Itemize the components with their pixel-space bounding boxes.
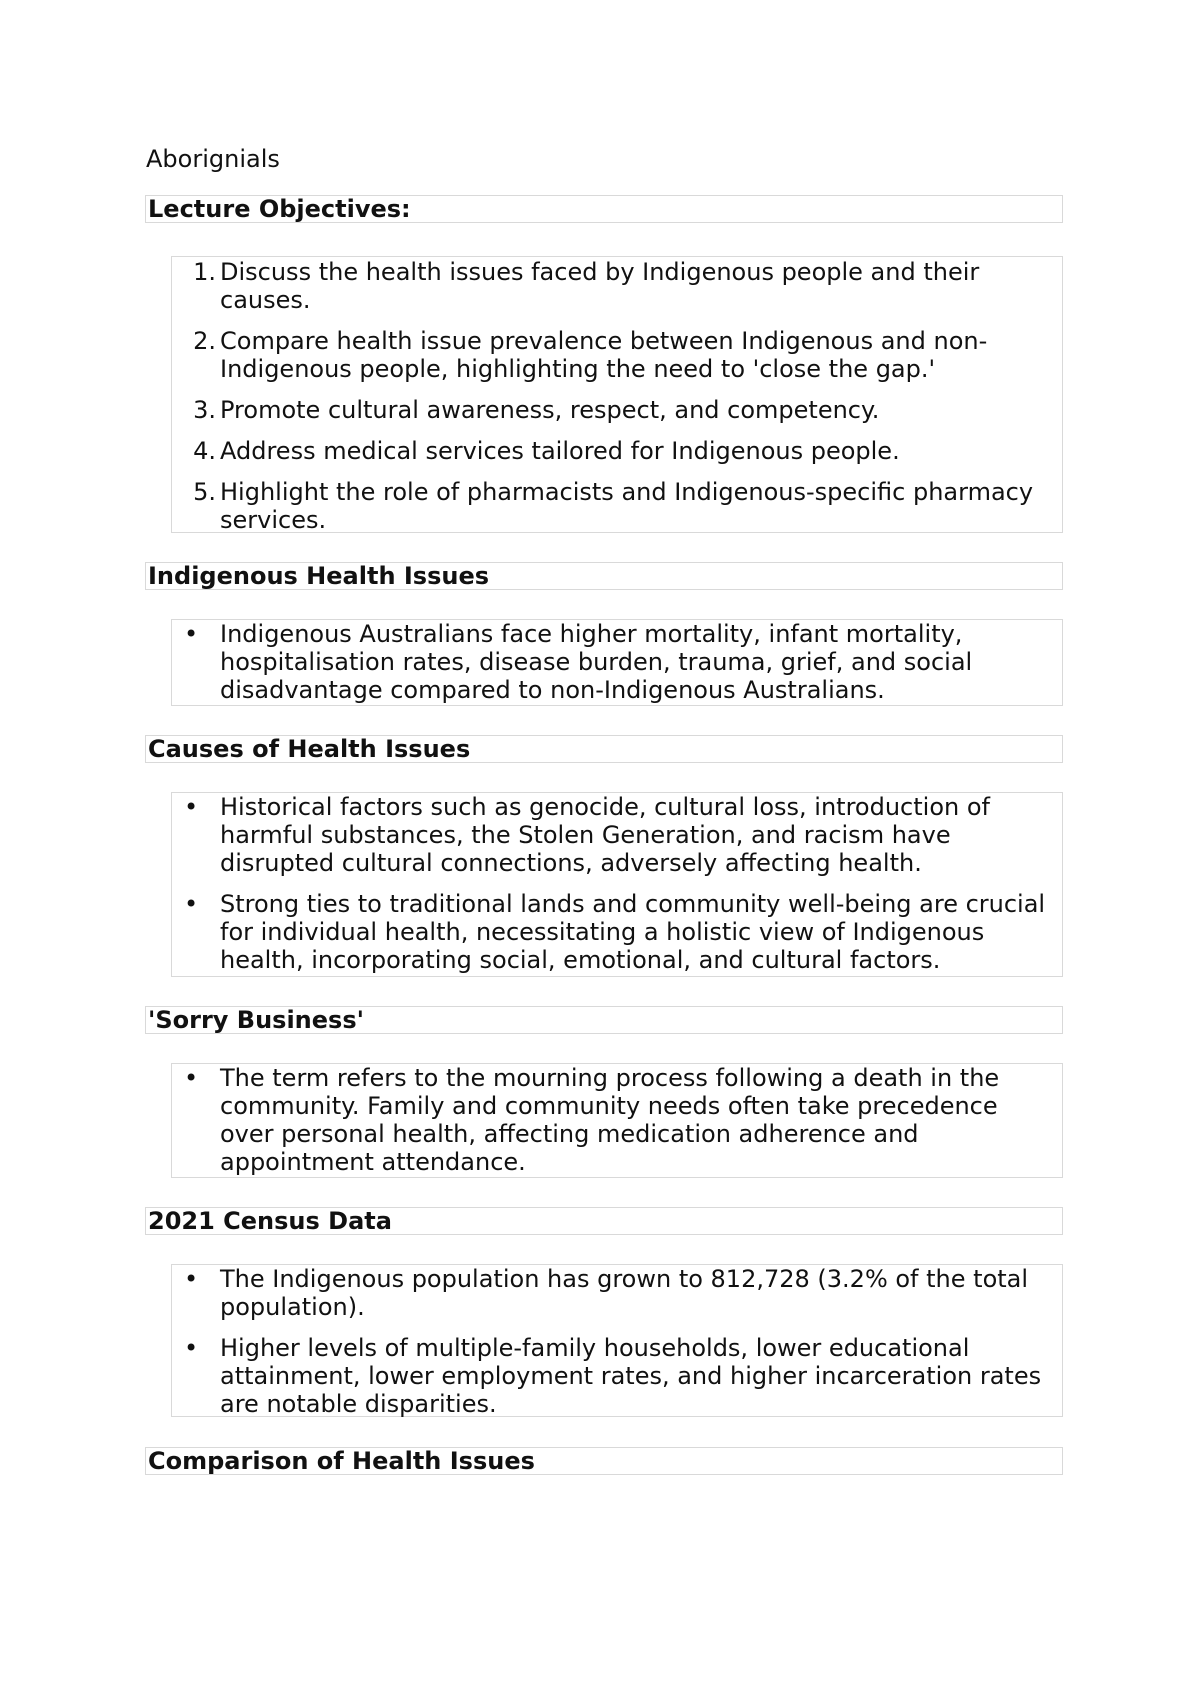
list-number: 1. bbox=[193, 258, 216, 286]
bullet-marker: • bbox=[184, 1265, 199, 1293]
list-item-line: Higher levels of multiple-family households, lower educational bbox=[220, 1334, 970, 1362]
list-item-line: Indigenous Australians face higher mortality, infant mortality, bbox=[220, 620, 963, 648]
health-issues-list bbox=[171, 619, 1063, 706]
list-item-line: disrupted cultural connections, adversely affecting health. bbox=[220, 849, 922, 877]
bullet-marker: • bbox=[184, 620, 199, 648]
census-data-list bbox=[171, 1264, 1063, 1417]
list-item bbox=[172, 258, 1062, 314]
list-item bbox=[172, 1265, 1062, 1321]
section-heading-comparison-of-health-issues: Comparison of Health Issues bbox=[145, 1447, 1063, 1475]
section-heading-lecture-objectives: Lecture Objectives: bbox=[145, 195, 1063, 223]
list-number: 4. bbox=[193, 437, 216, 465]
list-number: 2. bbox=[193, 327, 216, 355]
list-number: 5. bbox=[193, 478, 216, 506]
list-item-line: for individual health, necessitating a holistic view of Indigenous bbox=[220, 918, 985, 946]
list-item-line: services. bbox=[220, 506, 327, 534]
bullet-marker: • bbox=[184, 1334, 199, 1362]
list-number: 3. bbox=[193, 396, 216, 424]
list-item-line: appointment attendance. bbox=[220, 1148, 526, 1176]
document-title: Aborignials bbox=[146, 145, 280, 173]
list-item-line: hospitalisation rates, disease burden, trauma, grief, and social bbox=[220, 648, 973, 676]
list-item-line: Historical factors such as genocide, cultural loss, introduction of bbox=[220, 793, 990, 821]
list-item-line: Compare health issue prevalence between Indigenous and non- bbox=[220, 327, 988, 355]
list-item bbox=[172, 890, 1062, 974]
bullet-marker: • bbox=[184, 890, 199, 918]
list-item bbox=[172, 327, 1062, 383]
list-item-line: Strong ties to traditional lands and community well-being are crucial bbox=[220, 890, 1046, 918]
list-item-line: Address medical services tailored for Indigenous people. bbox=[220, 437, 900, 465]
list-item bbox=[172, 478, 1062, 534]
section-heading-indigenous-health-issues: Indigenous Health Issues bbox=[145, 562, 1063, 590]
section-heading-causes-of-health-issues: Causes of Health Issues bbox=[145, 735, 1063, 763]
list-item-line: The term refers to the mourning process following a death in the bbox=[220, 1064, 1000, 1092]
list-item bbox=[172, 437, 1062, 465]
list-item-line: disadvantage compared to non-Indigenous Australians. bbox=[220, 676, 885, 704]
list-item-line: health, incorporating social, emotional, and cultural factors. bbox=[220, 946, 941, 974]
list-item-line: are notable disparities. bbox=[220, 1390, 497, 1418]
list-item-line: Highlight the role of pharmacists and Indigenous-specific pharmacy bbox=[220, 478, 1034, 506]
sorry-business-list bbox=[171, 1063, 1063, 1178]
section-heading-sorry-business: 'Sorry Business' bbox=[145, 1006, 1063, 1034]
bullet-marker: • bbox=[184, 1064, 199, 1092]
bullet-marker: • bbox=[184, 793, 199, 821]
list-item-line: Promote cultural awareness, respect, and competency. bbox=[220, 396, 880, 424]
list-item bbox=[172, 1064, 1062, 1176]
causes-list bbox=[171, 792, 1063, 977]
list-item bbox=[172, 396, 1062, 424]
list-item bbox=[172, 793, 1062, 877]
list-item-line: The Indigenous population has grown to 812,728 (3.2% of the total bbox=[220, 1265, 1029, 1293]
list-item-line: Indigenous people, highlighting the need to 'close the gap.' bbox=[220, 355, 936, 383]
objectives-list bbox=[171, 256, 1063, 533]
list-item bbox=[172, 620, 1062, 704]
list-item-line: Discuss the health issues faced by Indigenous people and their bbox=[220, 258, 980, 286]
section-heading-2021-census-data: 2021 Census Data bbox=[145, 1207, 1063, 1235]
list-item-line: harmful substances, the Stolen Generation, and racism have bbox=[220, 821, 951, 849]
list-item-line: over personal health, affecting medication adherence and bbox=[220, 1120, 919, 1148]
list-item-line: community. Family and community needs often take precedence bbox=[220, 1092, 998, 1120]
list-item-line: causes. bbox=[220, 286, 311, 314]
list-item-line: attainment, lower employment rates, and higher incarceration rates bbox=[220, 1362, 1042, 1390]
list-item bbox=[172, 1334, 1062, 1418]
list-item-line: population). bbox=[220, 1293, 365, 1321]
